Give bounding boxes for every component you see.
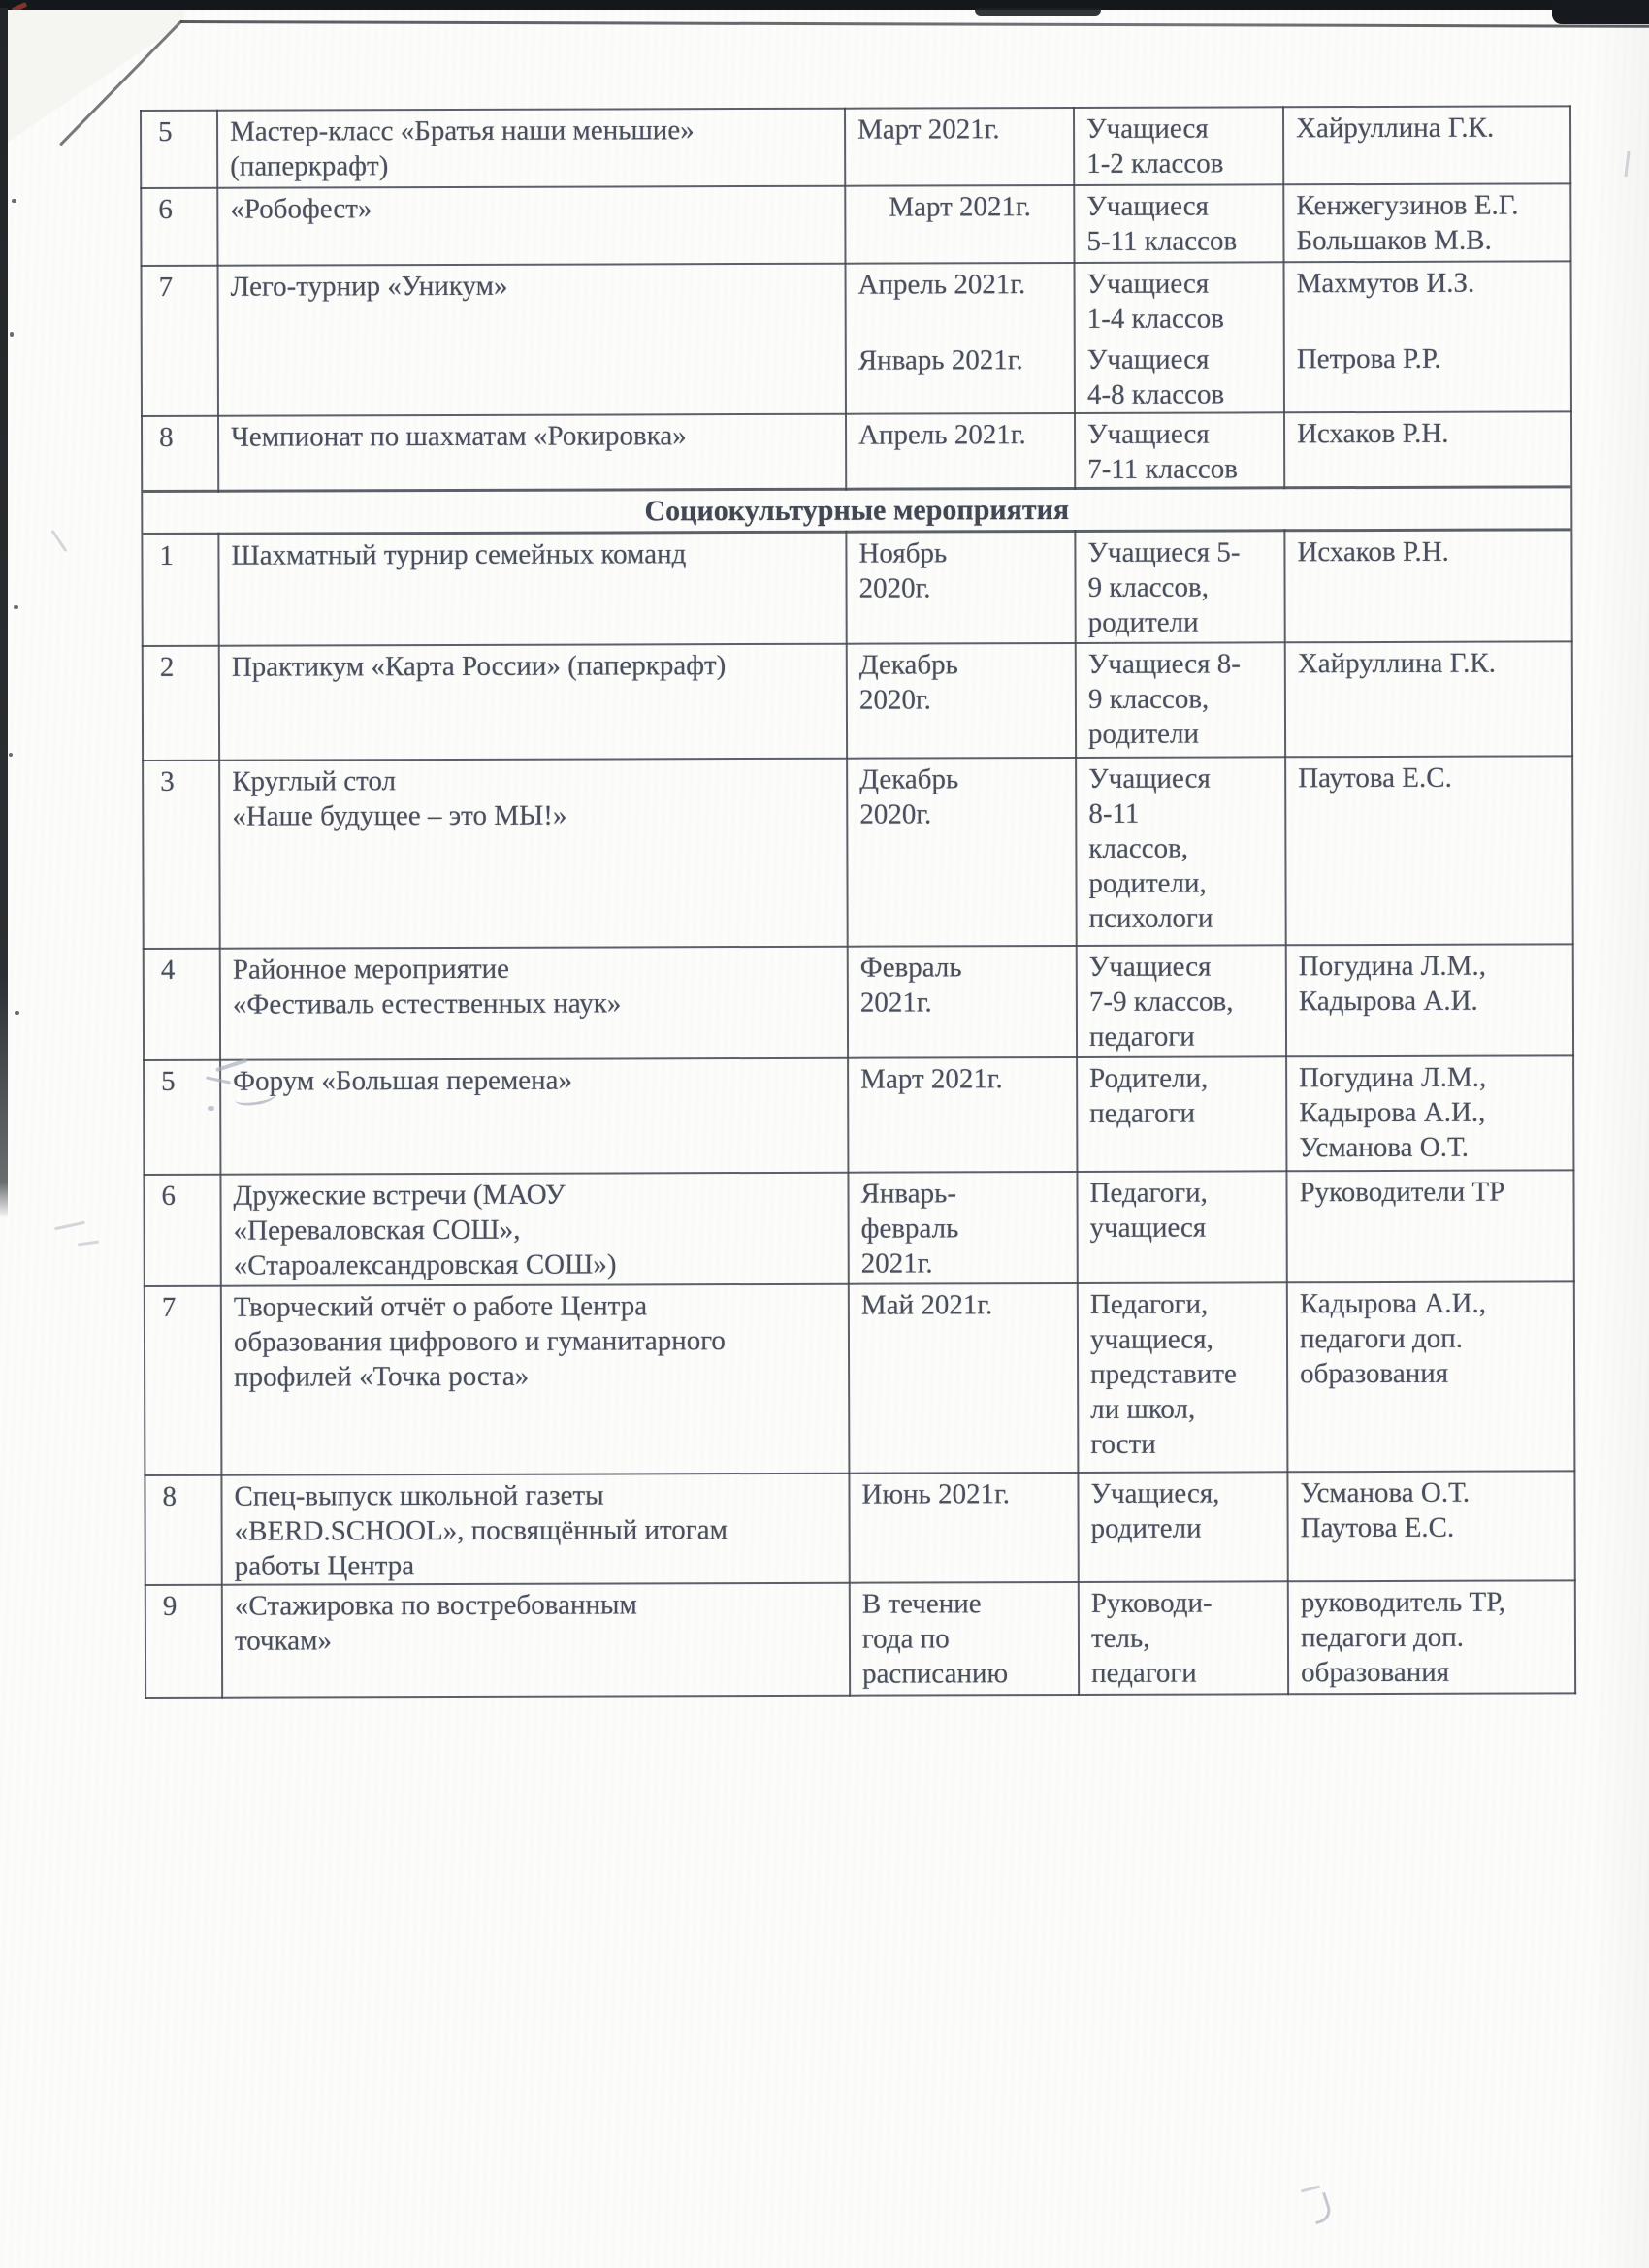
cell-event-name <box>221 1283 850 1474</box>
faint-mark <box>54 1221 85 1231</box>
date-text: Июнь 2021г. <box>861 1477 1011 1510</box>
num-text: 7 <box>161 1291 177 1323</box>
section-header-row <box>142 487 1571 535</box>
pencil-squiggle <box>1308 2192 1334 2224</box>
faint-mark <box>50 530 67 552</box>
resp-text: Хайруллина Г.К. <box>1297 647 1496 679</box>
part-text: Учащиеся 7-11 классов <box>1087 418 1238 485</box>
resp-text: Кенжегузинов Е.Г. Большаков М.В. <box>1296 189 1519 257</box>
event-text: Шахматный турнир семейных команд <box>231 538 687 571</box>
cell-number <box>146 1584 222 1697</box>
cell-responsible <box>1285 756 1573 945</box>
cell-date <box>847 642 1076 758</box>
cell-number <box>145 1474 221 1584</box>
cell-event-name <box>220 1057 848 1174</box>
table-row <box>142 261 1571 416</box>
cell-number <box>142 534 218 645</box>
cell-event-name <box>218 532 846 645</box>
num-text: 8 <box>162 1480 178 1512</box>
date-text: Май 2021г. <box>860 1288 993 1321</box>
scan-edge-top-blob <box>975 8 1101 16</box>
cell-number <box>143 645 219 760</box>
date-text: Март 2021г. <box>857 113 1000 146</box>
resp-text: Кадырова А.И., педагоги доп. образования <box>1299 1287 1487 1389</box>
table-row <box>145 1281 1575 1475</box>
resp-text: Усманова О.Т. Паутова Е.С. <box>1300 1476 1471 1543</box>
cell-number <box>144 1174 220 1285</box>
cell-event-name <box>217 109 845 188</box>
cell-event-name <box>220 946 848 1059</box>
cell-responsible <box>1283 106 1570 184</box>
cell-responsible <box>1283 183 1570 262</box>
resp-text: Исхаков Р.Н. <box>1297 535 1449 568</box>
scan-speck <box>12 199 16 203</box>
resp-text: руководитель ТР, педагоги доп. образования <box>1300 1586 1506 1688</box>
cell-event-name <box>220 1172 848 1285</box>
num-text: 1 <box>159 539 174 571</box>
part-text: Родители, педагоги <box>1089 1062 1209 1129</box>
date-text: Январь 2021г. <box>857 344 1023 376</box>
table-row <box>143 756 1573 949</box>
part-text: Педагоги, учащиеся <box>1089 1177 1208 1244</box>
part-text: Руководи- тель, педагоги <box>1090 1587 1212 1689</box>
event-text: Творческий отчёт о работе Центра образования цифрового и гуманитарного профилей «Точка роста» <box>233 1289 726 1393</box>
table-row <box>144 1170 1573 1286</box>
cell-number <box>144 948 220 1059</box>
date-text: Январь- февраль 2021г. <box>860 1177 959 1280</box>
resp-text: Махмутов И.З. <box>1296 267 1475 300</box>
cell-participants <box>1074 107 1283 185</box>
date-text: В течение года по расписанию <box>861 1587 1009 1690</box>
date-text: Декабрь 2020г. <box>859 762 959 830</box>
num-text: 2 <box>159 651 175 683</box>
cell-event-name <box>221 1473 849 1584</box>
resp-text: Паутова Е.С. <box>1298 761 1452 794</box>
event-text: Районное мероприятие «Фестиваль естественных наук» <box>232 953 622 1021</box>
date-text: Март 2021г. <box>860 1062 1003 1095</box>
event-text: Дружеские встречи (МАОУ «Переваловская СОШ», «Староалександровская СОШ») <box>233 1179 617 1281</box>
event-text: Спец-выпуск школьной газеты «BERD.SCHOOL», посвящённый итогам работы Центра <box>234 1479 728 1582</box>
cell-date <box>849 1472 1078 1582</box>
cell-date <box>846 531 1075 643</box>
events-table <box>140 105 1576 1698</box>
cell-number <box>141 188 217 266</box>
cell-date <box>846 413 1075 489</box>
cell-number <box>145 1285 222 1474</box>
cell-date <box>848 1056 1077 1172</box>
resp-text: Погудина Л.М., Кадырова А.И., Усманова О.Т. <box>1299 1061 1487 1163</box>
part-text: Учащиеся 1-2 классов <box>1086 113 1224 179</box>
table-row <box>143 641 1572 761</box>
table-row <box>144 1055 1573 1175</box>
cell-date <box>848 1171 1077 1283</box>
cell-responsible <box>1286 944 1573 1056</box>
scan-speck <box>10 332 14 337</box>
date-text: Апрель 2021г. <box>857 269 1026 301</box>
pencil-squiggle <box>1301 2186 1320 2193</box>
resp-text: Хайруллина Г.К. <box>1296 112 1495 145</box>
section-title: Социокультурные мероприятия <box>142 487 1571 535</box>
cell-date <box>848 945 1077 1057</box>
date-text: Февраль 2021г. <box>859 951 962 1019</box>
paper-edge-line <box>180 20 1649 28</box>
scan-edge-left <box>0 8 8 1218</box>
cell-date <box>845 108 1074 186</box>
cell-responsible <box>1287 1281 1575 1472</box>
part-text: Учащиеся 5- 9 классов, родители <box>1087 536 1241 638</box>
part-text: Учащиеся 8-11 классов, родители, психологи <box>1088 762 1213 934</box>
cell-date <box>849 1282 1079 1473</box>
cell-event-name <box>219 643 847 760</box>
cell-responsible <box>1287 1471 1574 1581</box>
cell-event-name <box>222 1582 850 1697</box>
cell-participants <box>1077 1171 1286 1283</box>
cell-number <box>143 760 220 948</box>
part-text: Учащиеся, родители <box>1090 1477 1220 1544</box>
cell-participants <box>1075 531 1284 643</box>
scan-edge-top <box>0 0 1649 10</box>
table-row <box>142 411 1571 491</box>
num-text: 6 <box>158 193 173 225</box>
table-row <box>142 530 1571 646</box>
cell-number <box>141 111 217 188</box>
date-text: Ноябрь 2020г. <box>858 537 948 604</box>
cell-responsible <box>1284 261 1571 412</box>
cell-responsible <box>1284 411 1571 487</box>
table-row <box>141 106 1570 188</box>
part-text: Учащиеся 7-9 классов, педагоги <box>1088 951 1234 1053</box>
table-row <box>144 944 1573 1060</box>
num-text: 7 <box>158 271 174 303</box>
scan-speck <box>15 1011 19 1015</box>
pencil-smudge <box>208 1106 214 1111</box>
part-text: Учащиеся 4-8 классов <box>1086 343 1225 410</box>
cell-date <box>850 1581 1079 1695</box>
num-text: 5 <box>158 115 173 147</box>
cell-event-name <box>218 264 846 416</box>
event-text: «Стажировка по востребованным точкам» <box>234 1588 637 1657</box>
part-text: Учащиеся 8- 9 классов, родители <box>1087 647 1241 750</box>
paper-edge-dash <box>1624 151 1630 177</box>
cell-participants <box>1078 1282 1288 1473</box>
part-text: Учащиеся 5-11 классов <box>1086 190 1238 257</box>
num-text: 6 <box>161 1180 177 1212</box>
cell-participants <box>1075 262 1284 413</box>
faint-mark <box>78 1240 99 1246</box>
scan-speck <box>14 605 18 609</box>
cell-participants <box>1079 1581 1288 1695</box>
cell-participants <box>1075 412 1284 488</box>
cell-number <box>142 416 218 492</box>
num-text: 4 <box>160 954 176 986</box>
scan-speck <box>9 753 13 757</box>
date-text: Декабрь 2020г. <box>858 648 958 716</box>
resp-text: Исхаков Р.Н. <box>1297 417 1449 450</box>
cell-number <box>142 266 218 416</box>
event-text: Форум «Большая перемена» <box>233 1064 573 1097</box>
event-text: «Робофест» <box>230 193 372 225</box>
cell-date <box>847 757 1077 946</box>
num-text: 5 <box>161 1065 176 1097</box>
table-row <box>146 1580 1575 1698</box>
cell-participants <box>1076 642 1285 758</box>
cell-date <box>845 185 1074 264</box>
event-text: Чемпионат по шахматам «Рокировка» <box>231 420 687 453</box>
cell-responsible <box>1286 1170 1573 1282</box>
cell-responsible <box>1288 1580 1575 1694</box>
resp-text: Петрова Р.Р. <box>1296 342 1441 375</box>
cell-participants <box>1076 757 1286 946</box>
cell-date <box>846 263 1075 414</box>
event-text: Лего-турнир «Уникум» <box>230 270 508 303</box>
cell-participants <box>1077 945 1286 1057</box>
resp-text: Руководители ТР <box>1299 1176 1505 1208</box>
event-text: Круглый стол «Наше будущее – это МЫ!» <box>232 764 567 832</box>
table-row <box>141 183 1570 266</box>
table-row <box>145 1471 1574 1585</box>
resp-text: Погудина Л.М., Кадырова А.И. <box>1298 950 1486 1017</box>
num-text: 9 <box>162 1590 178 1622</box>
part-text: Учащиеся 1-4 классов <box>1086 268 1225 335</box>
scan-edge-top-right <box>1552 0 1649 24</box>
cell-responsible <box>1284 530 1571 642</box>
cell-responsible <box>1286 1055 1573 1171</box>
cell-event-name <box>218 414 846 492</box>
cell-participants <box>1077 1056 1286 1172</box>
cell-participants <box>1074 184 1283 263</box>
part-text: Педагоги, учащиеся, представите ли школ, гости <box>1089 1288 1237 1460</box>
date-text: Апрель 2021г. <box>858 419 1026 451</box>
cell-event-name <box>219 758 848 948</box>
num-text: 3 <box>160 765 175 797</box>
num-text: 8 <box>159 421 174 453</box>
cell-responsible <box>1285 641 1572 757</box>
event-text: Мастер-класс «Братья наши меньшие» (паперкрафт) <box>230 114 695 182</box>
cell-participants <box>1078 1472 1287 1582</box>
cell-event-name <box>217 186 845 266</box>
event-text: Практикум «Карта России» (паперкрафт) <box>231 649 727 683</box>
date-text: Март 2021г. <box>889 191 1031 223</box>
